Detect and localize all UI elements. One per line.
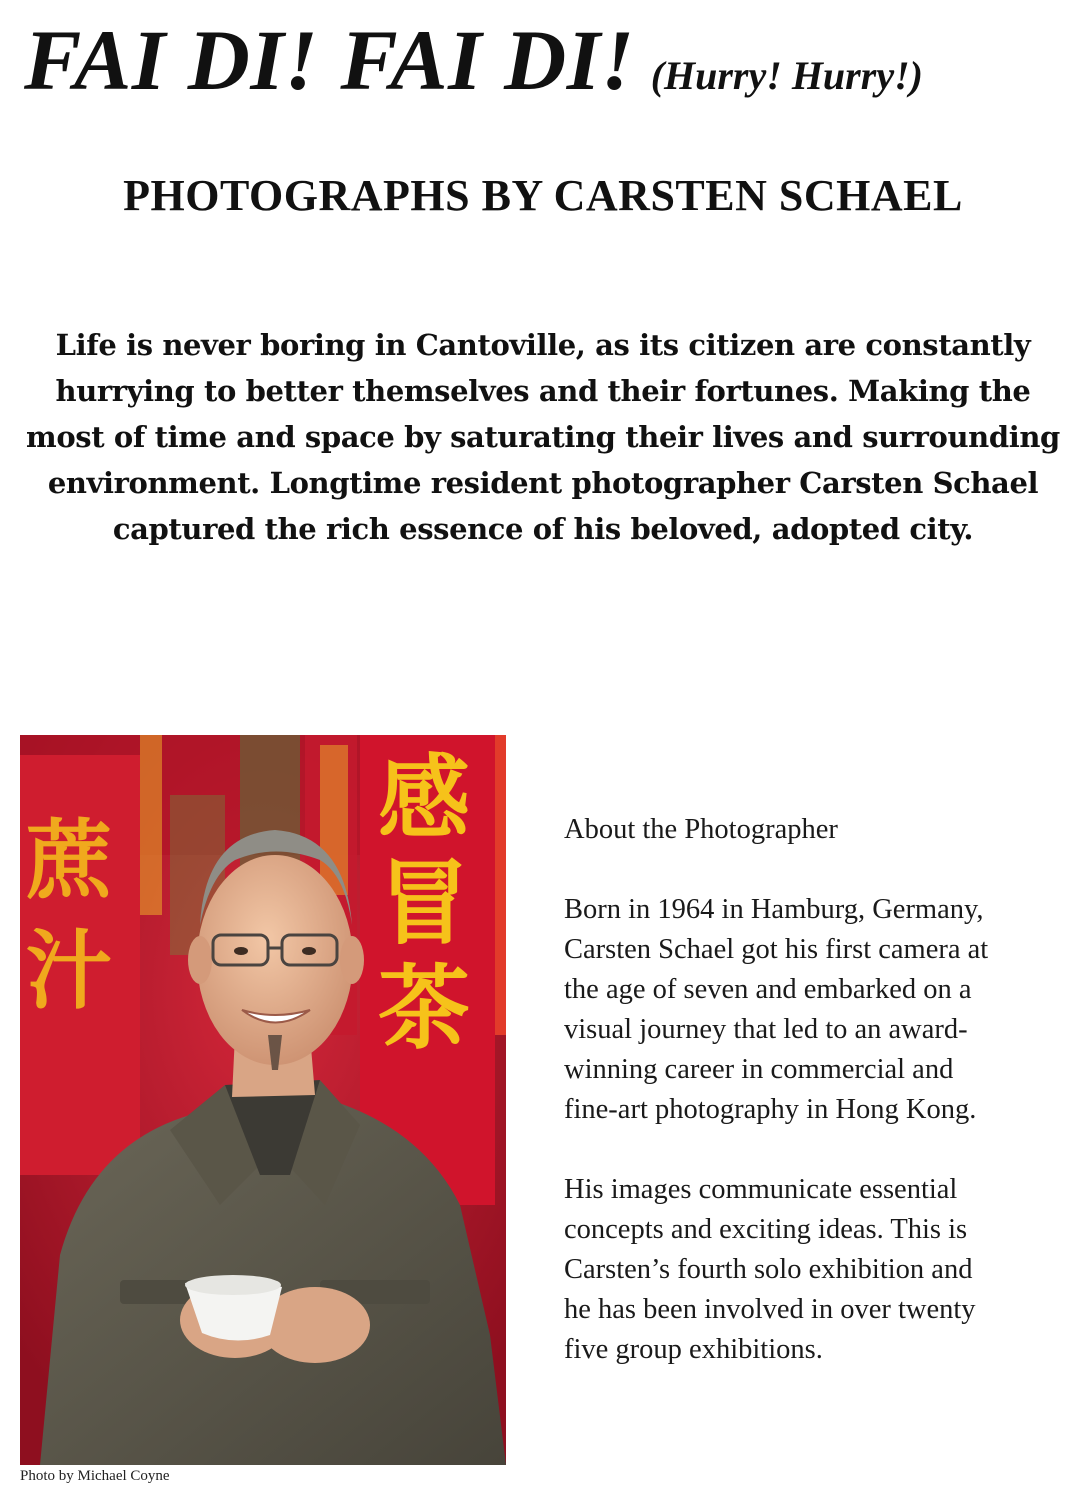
- photo-credit: Photo by Michael Coyne: [20, 1468, 170, 1484]
- about-line: Carsten’s fourth solo exhibition and: [564, 1254, 973, 1285]
- title-main: FAI DI! FAI DI!: [24, 12, 635, 108]
- about-paragraph-1: [564, 890, 1074, 1130]
- about-line: he has been involved in over twenty: [564, 1294, 976, 1325]
- intro-line: hurrying to better themselves and their fortunes. Making the: [55, 374, 1031, 408]
- intro-line: most of time and space by saturating their lives and surrounding: [26, 420, 1060, 454]
- sign-character: 茶: [378, 955, 471, 1062]
- sign-character: 汁: [26, 921, 112, 1021]
- intro-line: environment. Longtime resident photographer Carsten Schael: [47, 466, 1039, 500]
- about-section: [564, 810, 1074, 1410]
- about-line: Carsten Schael got his first camera at: [564, 934, 989, 965]
- about-line: five group exhibitions.: [564, 1334, 823, 1365]
- about-line: concepts and exciting ideas. This is: [564, 1214, 968, 1245]
- about-line: Born in 1964 in Hamburg, Germany,: [564, 894, 984, 925]
- intro-paragraph: [18, 322, 1068, 552]
- about-line: the age of seven and embarked on a: [564, 974, 972, 1005]
- exhibition-title: [24, 10, 1074, 126]
- exhibition-subtitle: PHOTOGRAPHS BY CARSTEN SCHAEL: [123, 171, 963, 220]
- title-translation: (Hurry! Hurry!): [650, 53, 923, 98]
- intro-line: captured the rich essence of his beloved, adopted city.: [112, 512, 974, 546]
- about-heading: About the Photographer: [564, 814, 838, 845]
- about-line: winning career in commercial and: [564, 1054, 954, 1085]
- about-line: His images communicate essential: [564, 1174, 958, 1205]
- photographer-portrait: [20, 735, 506, 1465]
- intro-line: Life is never boring in Cantoville, as its citizen are constantly: [55, 328, 1031, 362]
- sign-character: 冒: [378, 850, 471, 957]
- about-paragraph-2: [564, 1170, 1074, 1370]
- about-line: fine-art photography in Hong Kong.: [564, 1094, 977, 1125]
- about-line: visual journey that led to an award-: [564, 1014, 968, 1045]
- sign-character: 蔗: [26, 811, 112, 911]
- sign-character: 感: [378, 745, 471, 852]
